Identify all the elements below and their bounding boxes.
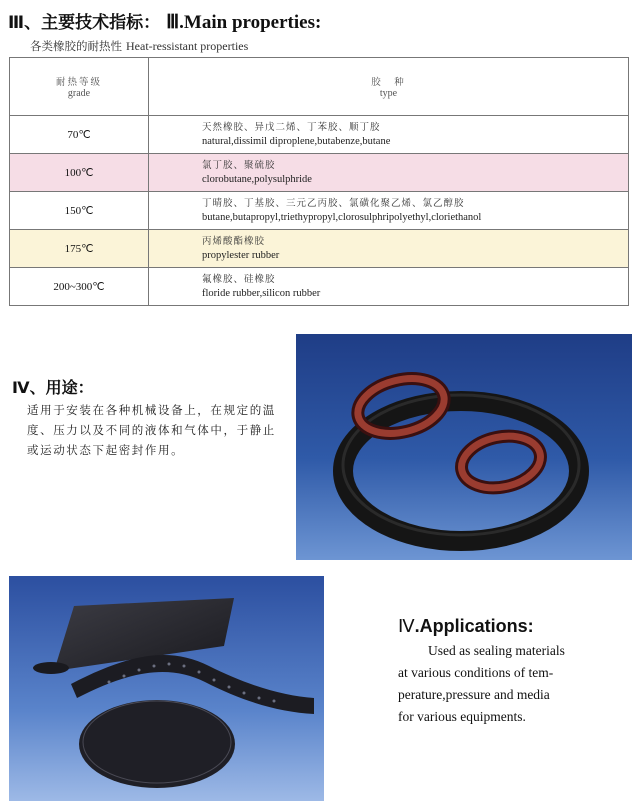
type-cn: 氟橡胶、硅橡胶	[202, 273, 276, 285]
grade-cell: 200~300℃	[10, 268, 149, 306]
table-row	[10, 268, 629, 306]
type-cell	[149, 268, 629, 306]
type-en: butane,butapropyl,triethypropyl,clorosulphripolyethyl,cloriethanol	[202, 211, 482, 223]
applications-line: Used as sealing materials	[428, 643, 565, 658]
applications-line: perature,pressure and media	[398, 687, 550, 702]
type-cn: 丁晴胶、丁基胶、三元乙丙胶、氯磺化聚乙烯、氯乙醇胶	[202, 197, 465, 209]
usage-title: Ⅳ、用途：	[12, 378, 94, 397]
type-header-en: type	[379, 88, 398, 99]
grade-cell: 150℃	[10, 192, 149, 230]
subtitle-en: Heat-ressistant properties	[126, 39, 249, 53]
type-cn: 氯丁胶、聚硫胶	[202, 159, 276, 171]
seal-rings-photo	[296, 334, 632, 560]
type-header	[149, 58, 629, 116]
rubber-sheets-photo	[9, 576, 324, 801]
applications-numeral: Ⅳ	[398, 616, 415, 636]
type-cell	[149, 192, 629, 230]
usage-body: 适用于安装在各种机械设备上，在规定的温度、压力以及不同的液体和气体中，于静止或运动状态下起密封作用。	[27, 403, 276, 457]
grade-cell: 175℃	[10, 230, 149, 268]
grade-header-cn: 耐热等级	[55, 77, 102, 88]
type-header-cn: 胶 种	[371, 77, 406, 88]
type-cell	[149, 116, 629, 154]
type-cell	[149, 154, 629, 192]
applications-title	[398, 616, 534, 637]
type-cn: 天然橡胶、异戊二烯、丁苯胶、顺丁胶	[202, 121, 381, 133]
heat-resistance-table	[9, 57, 629, 306]
grade-header	[10, 58, 149, 116]
applications-body	[398, 640, 592, 728]
grade-header-en: grade	[67, 88, 91, 99]
type-en: floride rubber,silicon rubber	[202, 287, 321, 299]
type-en: propylester rubber	[202, 249, 280, 261]
section-title-en: Ⅲ.Main properties:	[166, 12, 322, 33]
section-subtitle	[30, 38, 248, 54]
large-disc	[79, 700, 235, 788]
table-row	[10, 116, 629, 154]
table-row	[10, 230, 629, 268]
section-title	[8, 8, 321, 34]
applications-title-text: .Applications:	[414, 616, 534, 636]
small-disc	[33, 662, 69, 674]
type-en: clorobutane,polysulphride	[202, 173, 312, 185]
type-en: natural,dissimil diproplene,butabenze,butane	[202, 135, 391, 147]
table-row	[10, 192, 629, 230]
grade-cell: 70℃	[10, 116, 149, 154]
subtitle-cn: 各类橡胶的耐热性	[30, 39, 122, 53]
table-header-row	[10, 58, 629, 116]
type-cn: 丙烯酸酯橡胶	[202, 235, 266, 247]
type-cell	[149, 230, 629, 268]
table-row	[10, 154, 629, 192]
grade-cell: 100℃	[10, 154, 149, 192]
applications-line: at various conditions of tem-	[398, 665, 554, 680]
applications-line: for various equipments.	[398, 709, 526, 724]
section-title-cn: Ⅲ、主要技术指标：	[8, 13, 161, 33]
